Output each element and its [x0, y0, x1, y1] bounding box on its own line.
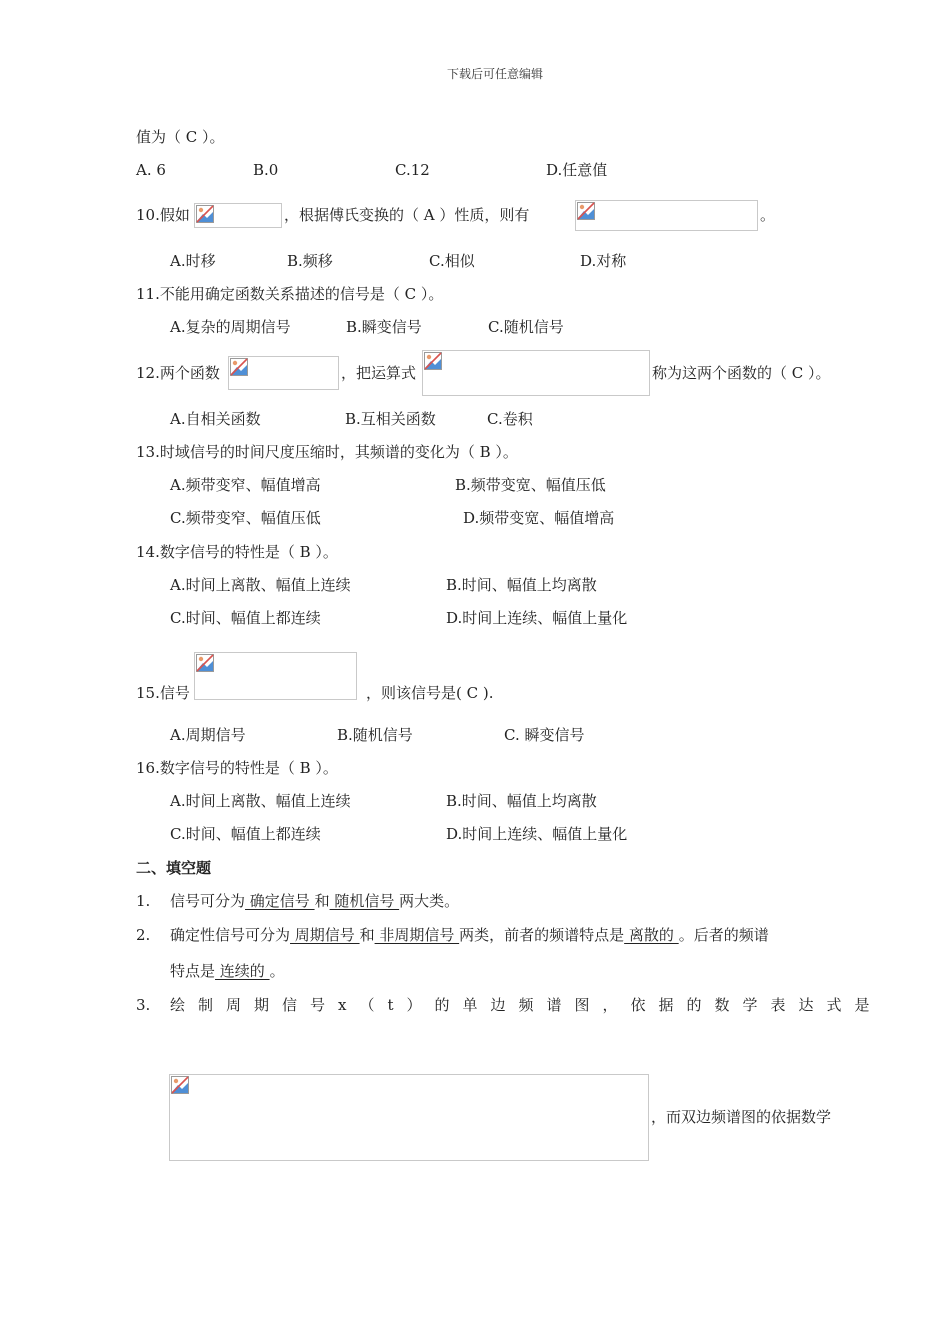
q13-option-d: D.频带变宽、幅值增高 [463, 509, 615, 527]
q15-end: ，则该信号是( C ). [366, 684, 494, 702]
q12-mid: ，把运算式 [341, 364, 417, 382]
q16-option-a: A.时间上离散、幅值上连续 [170, 792, 351, 810]
q12-pre: 12.两个函数 [136, 364, 220, 382]
q12-option-a: A.自相关函数 [170, 410, 261, 428]
q12-formula-image-1 [228, 356, 339, 390]
q12-option-b: B.互相关函数 [345, 410, 436, 428]
fill-2-answer-1: 周期信号 [290, 926, 360, 944]
broken-image-icon [196, 654, 214, 672]
fill-1-number: 1. [136, 892, 151, 910]
broken-image-icon [171, 1076, 189, 1094]
fill-2-line-1 [170, 928, 769, 943]
q11-stem: 11.不能用确定函数关系描述的信号是（ C ）。 [136, 285, 444, 303]
q15-option-c: C. 瞬变信号 [504, 726, 585, 744]
fill-2-answer-2: 非周期信号 [374, 926, 460, 944]
q15-option-b: B.随机信号 [337, 726, 413, 744]
q12-option-c: C.卷积 [487, 410, 533, 428]
fill-2-text-4: 。后者的频谱 [678, 926, 769, 944]
fill-2-text-5: 特点是 [170, 962, 216, 980]
q9-tail: 值为（ C ）。 [136, 128, 225, 146]
q9-option-b: B.0 [253, 161, 279, 179]
fill-1-answer-2: 随机信号 [329, 892, 400, 910]
fill-3-tail: ，而双边频谱图的依据数学 [651, 1108, 832, 1126]
fill-3-line-1: 绘制周期信号x（t）的单边频谱图，依据的数学表达式是 [170, 996, 883, 1014]
q14-stem: 14.数字信号的特性是（ B ）。 [136, 543, 338, 561]
fill-2-number: 2. [136, 926, 151, 944]
q16-option-b: B.时间、幅值上均离散 [446, 792, 597, 810]
q14-option-c: C.时间、幅值上都连续 [170, 609, 321, 627]
q11-option-a: A.复杂的周期信号 [170, 318, 291, 336]
q10-formula-image-1 [194, 203, 282, 228]
q14-option-b: B.时间、幅值上均离散 [446, 576, 597, 594]
q13-option-c: C.频带变窄、幅值压低 [170, 509, 321, 527]
q9-option-a: A. 6 [136, 161, 166, 179]
fill-1-text-2: 和 [314, 892, 330, 910]
fill-1-text-3: 两大类。 [399, 892, 460, 910]
q16-option-c: C.时间、幅值上都连续 [170, 825, 321, 843]
q10-option-a: A.时移 [170, 252, 216, 270]
q10-option-c: C.相似 [429, 252, 475, 270]
fill-1-text-1: 信号可分为 [170, 892, 246, 910]
page-header: 下载后可任意编辑 [447, 67, 544, 81]
q10-mid: ，根据傅氏变换的（ A ）性质，则有 [284, 206, 530, 224]
q11-option-c: C.随机信号 [488, 318, 564, 336]
q15-pre: 15.信号 [136, 684, 190, 702]
broken-image-icon [230, 358, 248, 376]
fill-3-formula-image [169, 1074, 649, 1161]
q10-formula-image-2 [575, 200, 758, 231]
fill-2-text-3: 两类，前者的频谱特点是 [459, 926, 625, 944]
fill-2-text-1: 确定性信号可分为 [170, 926, 291, 944]
q13-stem: 13.时域信号的时间尺度压缩时，其频谱的变化为（ B ）。 [136, 443, 518, 461]
fill-2-answer-4: 连续的 [215, 962, 270, 980]
q10-end: 。 [760, 206, 776, 224]
fill-3-number: 3. [136, 996, 151, 1014]
section-title: 二、填空题 [136, 859, 212, 877]
fill-2-text-2: 和 [359, 926, 375, 944]
fill-1-answer-1: 确定信号 [245, 892, 315, 910]
q16-stem: 16.数字信号的特性是（ B ）。 [136, 759, 338, 777]
fill-2-text-6: 。 [269, 962, 285, 980]
q11-option-b: B.瞬变信号 [346, 318, 422, 336]
q9-option-d: D.任意值 [546, 161, 608, 179]
fill-1-line [170, 894, 459, 909]
broken-image-icon [196, 205, 214, 223]
q10-option-d: D.对称 [580, 252, 627, 270]
q15-option-a: A.周期信号 [170, 726, 246, 744]
q13-option-b: B.频带变宽、幅值压低 [455, 476, 606, 494]
q10-pre: 10.假如 [136, 206, 190, 224]
q12-end: 称为这两个函数的（ C ）。 [652, 364, 831, 382]
q10-option-b: B.频移 [287, 252, 333, 270]
fill-2-line-2 [170, 964, 285, 979]
q9-option-c: C.12 [395, 161, 430, 179]
fill-2-answer-3: 离散的 [624, 926, 679, 944]
q16-option-d: D.时间上连续、幅值上量化 [446, 825, 628, 843]
q12-formula-image-2 [422, 350, 650, 396]
q14-option-d: D.时间上连续、幅值上量化 [446, 609, 628, 627]
q14-option-a: A.时间上离散、幅值上连续 [170, 576, 351, 594]
broken-image-icon [577, 202, 595, 220]
broken-image-icon [424, 352, 442, 370]
q15-formula-image [194, 652, 357, 700]
q13-option-a: A.频带变窄、幅值增高 [170, 476, 321, 494]
